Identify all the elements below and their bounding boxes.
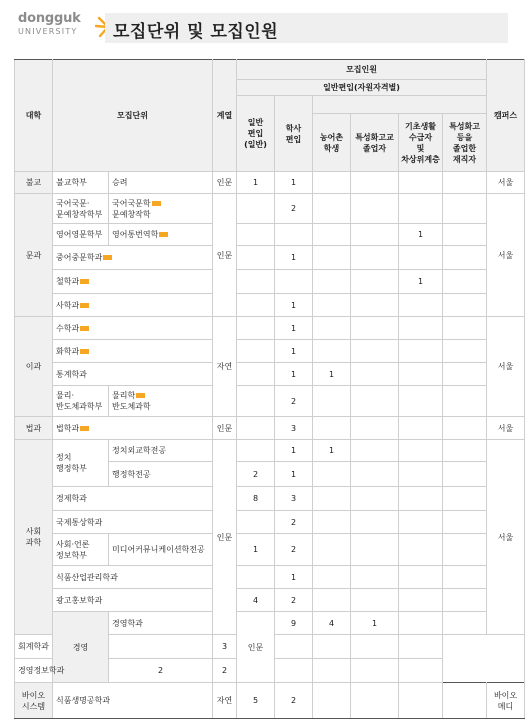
campus-cell: 서울 <box>487 417 525 440</box>
major-cell: 물리학 반도체과학 <box>109 386 213 417</box>
general-cell: 2 <box>109 659 213 683</box>
dept-cell: 통계학과 <box>53 363 213 386</box>
college-cell: 법과 <box>15 417 53 440</box>
bachelor-cell: 2 <box>275 589 313 612</box>
header-rural: 농어촌 학생 <box>313 114 351 172</box>
dept-cell: 식품생명공학과 <box>53 683 213 719</box>
general-cell: 9 <box>275 612 313 635</box>
general-cell: 5 <box>237 683 275 719</box>
table-row <box>15 440 525 462</box>
college-cell: 바이오 시스템 <box>15 683 53 719</box>
track-cell: 인문 <box>213 172 237 194</box>
tag-badge <box>80 303 89 308</box>
college-cell: 불교 <box>15 172 53 194</box>
header-general-transfer: 일반편입(자원자격별) <box>237 80 487 96</box>
tag-badge <box>80 326 89 331</box>
major-cell: 국어국문학 문예창작학 <box>109 194 213 224</box>
major-cell: 미디어커뮤니케이션학전공 <box>109 534 213 566</box>
dongguk-logo <box>18 11 100 45</box>
table-row <box>15 534 525 566</box>
tag-badge <box>136 393 145 398</box>
header-college: 대학 <box>15 60 53 172</box>
track-cell: 인문 <box>213 194 237 317</box>
track-cell: 인문 <box>213 417 237 440</box>
bachelor-cell: 1 <box>275 317 313 340</box>
bachelor-cell: 1 <box>275 172 313 194</box>
table-row <box>15 270 525 294</box>
rural-cell: 1 <box>313 363 351 386</box>
header-general: 일반 편입 (일반) <box>237 96 275 172</box>
general-cell: 4 <box>237 589 275 612</box>
tag-badge <box>103 255 112 260</box>
table-row <box>15 224 525 246</box>
track-cell: 자연 <box>213 317 237 417</box>
table-row <box>15 317 525 340</box>
college-cell: 문과 <box>15 194 53 317</box>
dept-cell: 국제통상학과 <box>53 511 213 534</box>
table-row <box>15 683 525 719</box>
bachelor-cell: 3 <box>275 487 313 511</box>
bachelor-cell: 2 <box>275 511 313 534</box>
tag-badge <box>80 426 89 431</box>
general-cell: 1 <box>237 534 275 566</box>
table-row <box>15 487 525 511</box>
major-cell: 정치외교학전공 <box>109 440 213 462</box>
bachelor-cell: 3 <box>213 635 237 659</box>
bachelor-cell: 1 <box>275 246 313 270</box>
table-row <box>15 294 525 317</box>
header-track: 계열 <box>213 60 237 172</box>
bachelor-cell: 2 <box>213 659 237 683</box>
tag-badge <box>159 232 168 237</box>
dept-cell: 불교학부 <box>53 172 109 194</box>
dept-cell: 정치 행정학부 <box>53 440 109 487</box>
major-cell: 행정학전공 <box>109 462 213 487</box>
bachelor-cell: 1 <box>275 340 313 363</box>
table-row <box>15 417 525 440</box>
table-row <box>15 363 525 386</box>
college-cell: 이과 <box>15 317 53 417</box>
header-quota: 모집인원 <box>237 60 487 80</box>
basic-cell: 1 <box>399 224 443 246</box>
bachelor-cell: 3 <box>275 417 313 440</box>
campus-cell: 서울 <box>487 172 525 194</box>
dept-cell: 철학과 <box>53 270 213 294</box>
bachelor-cell: 1 <box>275 363 313 386</box>
dept-cell: 회계학과 <box>15 635 109 659</box>
track-cell: 자연 <box>213 683 237 719</box>
dept-cell: 식품산업관리학과 <box>53 566 213 589</box>
college-cell: 경영 <box>53 612 109 683</box>
dept-cell: 물리· 반도체과학부 <box>53 386 109 417</box>
header-special: 특성화고 등을 졸업한 재직자 <box>443 114 487 172</box>
dept-cell: 화학과 <box>53 340 213 363</box>
bachelor-cell: 2 <box>275 683 313 719</box>
dept-cell: 법학과 <box>53 417 213 440</box>
general-cell: 2 <box>237 462 275 487</box>
table-row <box>15 589 525 612</box>
table-row <box>15 511 525 534</box>
tag-badge <box>80 349 89 354</box>
header-campus: 캠퍼스 <box>487 60 525 172</box>
logo-subtext: UNIVERSITY <box>18 27 78 36</box>
table-row <box>15 340 525 363</box>
bachelor-cell: 2 <box>275 534 313 566</box>
dept-cell: 수학과 <box>53 317 213 340</box>
header-vocational: 특성화고교 졸업자 <box>351 114 399 172</box>
track-cell: 인문 <box>237 612 275 683</box>
dept-cell: 사학과 <box>53 294 213 317</box>
dept-cell: 영어영문학부 <box>53 224 109 246</box>
bachelor-cell: 1 <box>275 566 313 589</box>
rural-cell: 1 <box>313 440 351 462</box>
major-cell: 승려 <box>109 172 213 194</box>
dept-cell: 경제학과 <box>53 487 213 511</box>
page-title: 모집단위 및 모집인원 <box>113 22 279 42</box>
dept-cell: 사회·언론 정보학부 <box>53 534 109 566</box>
dept-cell: 중어중문학과 <box>53 246 213 270</box>
header-basic: 기초생활 수급자 및 차상위계층 <box>399 114 443 172</box>
table-row <box>15 194 525 224</box>
header-sub-spacer <box>313 96 487 114</box>
table-row <box>15 612 525 635</box>
rural-cell: 1 <box>351 612 399 635</box>
bachelor-cell: 1 <box>275 294 313 317</box>
table-row <box>15 246 525 270</box>
bachelor-cell: 1 <box>275 462 313 487</box>
campus-cell: 바이오 메디 <box>487 683 525 719</box>
header-unit: 모집단위 <box>53 60 213 172</box>
bachelor-cell: 2 <box>275 386 313 417</box>
tag-badge <box>80 279 89 284</box>
basic-cell: 1 <box>399 270 443 294</box>
bachelor-cell: 4 <box>313 612 351 635</box>
tag-badge <box>152 201 161 206</box>
college-cell: 사회 과학 <box>15 440 53 635</box>
campus-cell: 서울 <box>487 317 525 417</box>
table-row <box>15 386 525 417</box>
track-cell: 인문 <box>213 440 237 635</box>
general-cell: 8 <box>237 487 275 511</box>
campus-cell: 서울 <box>487 194 525 317</box>
bachelor-cell: 1 <box>275 440 313 462</box>
header-bachelor: 학사 편입 <box>275 96 313 172</box>
dept-cell: 광고홍보학과 <box>53 589 213 612</box>
general-cell: 1 <box>237 172 275 194</box>
bachelor-cell: 2 <box>275 194 313 224</box>
dept-cell: 경영학과 <box>109 612 237 635</box>
campus-cell: 서울 <box>487 440 525 635</box>
major-cell: 영어통번역학 <box>109 224 213 246</box>
dept-cell: 국어국문· 문예창작학부 <box>53 194 109 224</box>
table-row <box>15 566 525 589</box>
table-row <box>15 172 525 194</box>
recruitment-table <box>14 59 525 719</box>
page-header <box>0 0 526 50</box>
logo-wordmark: dongguk <box>18 11 81 26</box>
title-bar <box>105 13 508 43</box>
dept-cell: 경영정보학과 <box>15 659 109 683</box>
